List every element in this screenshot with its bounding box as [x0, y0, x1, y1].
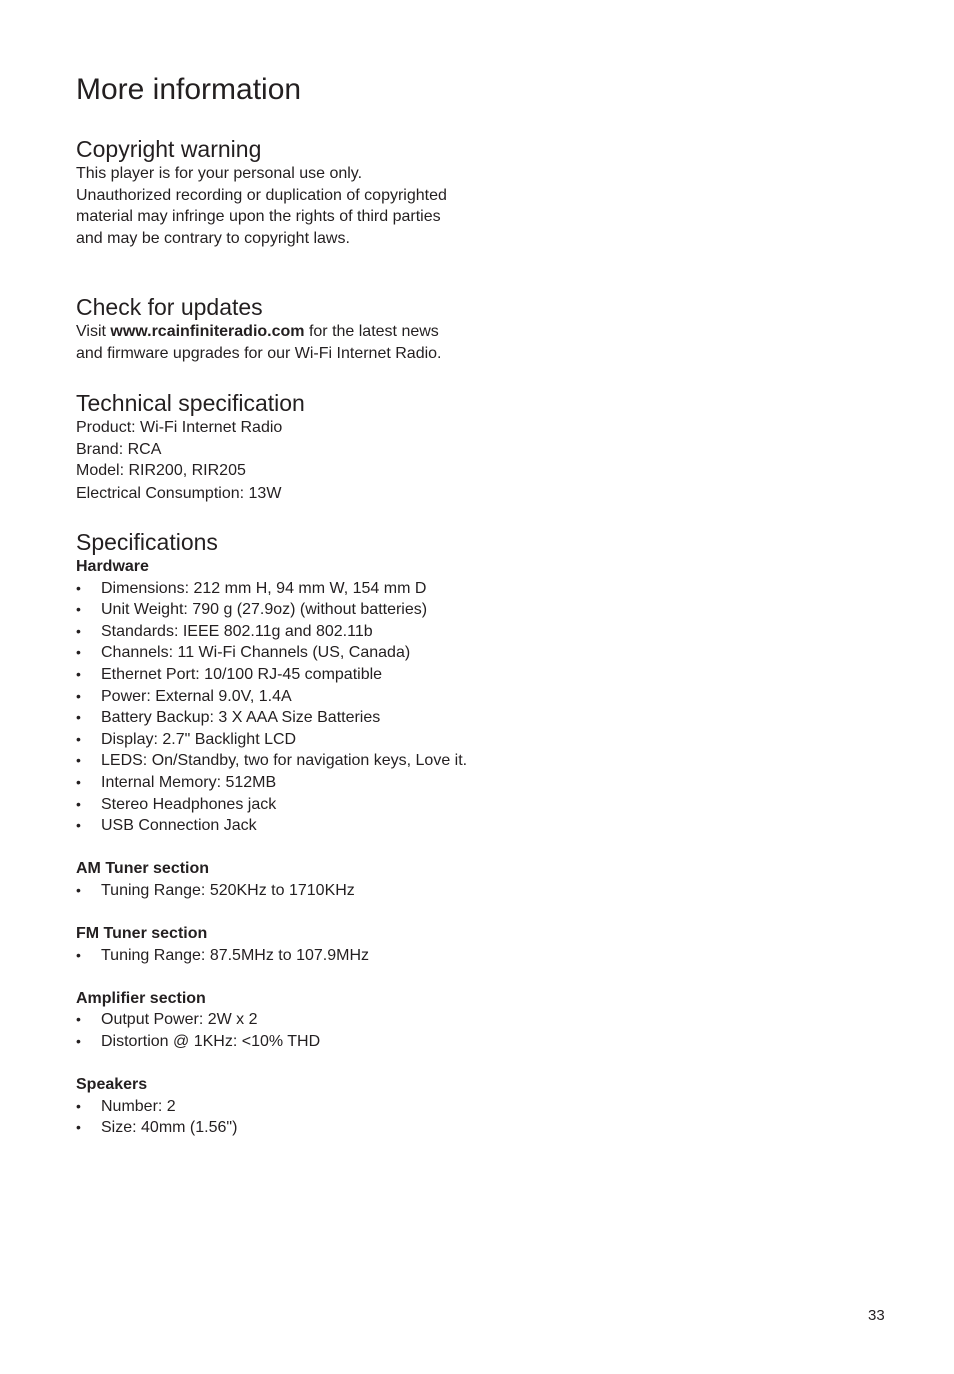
specifications-section	[76, 528, 476, 1139]
bullet-icon: •	[76, 881, 81, 898]
list-item: • Battery Backup: 3 X AAA Size Batteries	[76, 707, 468, 729]
copyright-section	[76, 135, 476, 249]
tech-spec-heading: Technical specification	[76, 390, 305, 416]
bullet-icon: •	[76, 1119, 81, 1136]
bullet-icon: •	[76, 1097, 81, 1114]
hardware-list	[76, 578, 468, 837]
bullet-icon: •	[76, 687, 81, 704]
updates-text	[76, 321, 468, 364]
tech-spec-product: Product: Wi-Fi Internet Radio	[76, 419, 283, 436]
bullet-icon: •	[76, 665, 81, 682]
bullet-icon: •	[76, 1011, 81, 1028]
tech-spec-model: Model: RIR200, RIR205	[76, 462, 246, 480]
list-item: • Tuning Range: 87.5MHz to 107.9MHz	[76, 945, 476, 967]
list-item: • Output Power: 2W x 2	[76, 1009, 476, 1031]
bullet-icon: •	[76, 644, 81, 661]
website-link[interactable]: www.rcainfiniteradio.com	[110, 323, 305, 340]
updates-prefix: Visit	[76, 323, 111, 340]
bullet-icon: •	[76, 752, 81, 769]
list-item: • Tuning Range: 520KHz to 1710KHz	[76, 880, 476, 902]
updates-suffix: for the latest news and firmware upgrades for our Wi-Fi Internet Radio.	[76, 323, 442, 362]
bullet-icon: •	[76, 795, 81, 812]
bullet-icon: •	[76, 817, 81, 834]
list-item: • Dimensions: 212 mm H, 94 mm W, 154 mm D	[76, 578, 468, 600]
list-item: • Size: 40mm (1.56")	[76, 1117, 476, 1139]
list-item: • Number: 2	[76, 1096, 476, 1118]
fm-tuner-heading: FM Tuner section	[76, 925, 208, 943]
list-item: • USB Connection Jack	[76, 815, 468, 837]
fm-tuner-list	[76, 945, 476, 967]
tech-spec-brand: Brand: RCA	[76, 440, 162, 458]
list-item: • Standards: IEEE 802.11g and 802.11b	[76, 621, 468, 643]
page-number: 33	[868, 1307, 885, 1324]
tech-spec-consumption: Electrical Consumption: 13W	[76, 484, 282, 502]
am-tuner-list	[76, 880, 476, 902]
page-title: More information	[76, 73, 302, 106]
list-item: • Display: 2.7" Backlight LCD	[76, 729, 468, 751]
am-tuner-heading: AM Tuner section	[76, 860, 210, 878]
list-item: • Power: External 9.0V, 1.4A	[76, 686, 468, 708]
list-item: • Stereo Headphones jack	[76, 794, 468, 816]
list-item: • Ethernet Port: 10/100 RJ-45 compatible	[76, 664, 468, 686]
hardware-heading: Hardware	[76, 558, 149, 575]
bullet-icon: •	[76, 1033, 81, 1050]
bullet-icon: •	[76, 601, 81, 618]
tech-spec-section	[76, 389, 476, 504]
speakers-heading: Speakers	[76, 1076, 148, 1094]
bullet-icon: •	[76, 773, 81, 790]
list-item: • Channels: 11 Wi-Fi Channels (US, Canada)	[76, 642, 468, 664]
copyright-text: This player is for your personal use only. Unauthorized recording or duplication of copyrighted material may infringe upon the rights of third parties and may be contrary to copyright laws.	[76, 165, 447, 247]
copyright-heading: Copyright warning	[76, 136, 262, 162]
specifications-heading: Specifications	[76, 529, 218, 555]
list-item: • LEDS: On/Standby, two for navigation keys, Love it.	[76, 750, 468, 772]
bullet-icon: •	[76, 579, 81, 596]
bullet-icon: •	[76, 709, 81, 726]
updates-heading: Check for updates	[76, 294, 263, 320]
list-item: • Unit Weight: 790 g (27.9oz) (without batteries)	[76, 599, 468, 621]
bullet-icon: •	[76, 730, 81, 747]
amplifier-list	[76, 1009, 476, 1052]
bullet-icon: •	[76, 946, 81, 963]
bullet-icon: •	[76, 622, 81, 639]
speakers-list	[76, 1096, 476, 1139]
list-item: • Internal Memory: 512MB	[76, 772, 468, 794]
amplifier-heading: Amplifier section	[76, 989, 206, 1007]
list-item: • Distortion @ 1KHz: <10% THD	[76, 1031, 476, 1053]
updates-section	[76, 293, 476, 364]
